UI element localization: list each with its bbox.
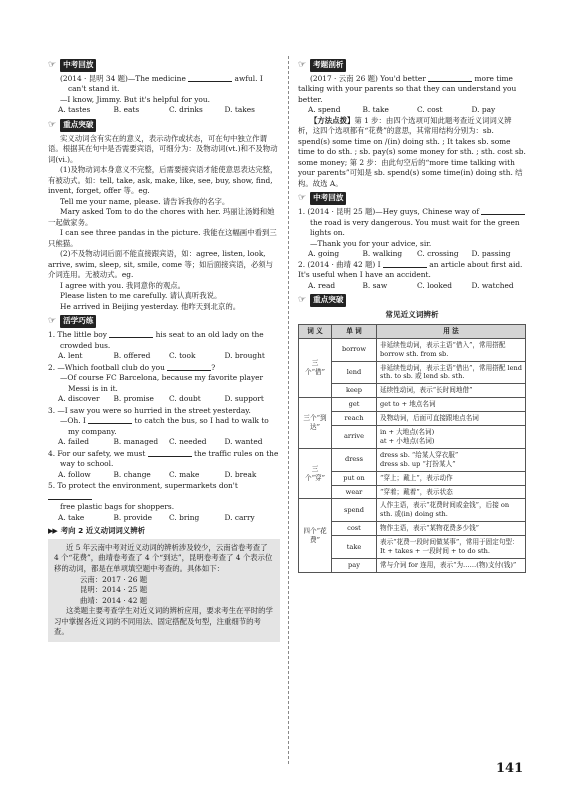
paragraph: 近 5 年云南中考对近义动词的辨析涉及较少，云南省卷考查了 4 个“花费”，曲靖卷考查了 4 个“到达”，昆明卷考查了 4 个表示位移的动词，都是在单项填空题中考查的。具体如下： [54,542,273,573]
table-row [299,412,526,426]
usage-cell: 延续性动词，表示“长时间地借” [377,384,526,398]
word-cell: borrow [332,338,377,361]
pointing-hand-icon: ☞ [48,119,57,130]
pointing-hand-icon: ☞ [48,59,57,70]
pointing-hand-icon: ☞ [298,295,307,306]
answer-blank [88,416,132,424]
option: D. takes [224,105,255,115]
exercise-question: 4. For our safety, we must the traffic rules on the [48,448,279,458]
answer-blank [383,260,427,268]
word-cell: get [332,398,377,412]
section-header [48,119,280,132]
double-triangle-icon: ▶▶ [48,526,57,535]
word-cell: keep [332,384,377,398]
table-header-row [299,324,526,338]
pointing-hand-icon: ☞ [48,316,57,327]
word-cell: reach [332,412,377,426]
usage-cell: dress sb. “给某人穿衣服” dress sb. up “打扮某人” [377,448,526,471]
option: B. walking [362,249,403,259]
option: D. watched [471,280,514,290]
table-row [299,361,526,384]
word-cell: spend [332,499,377,522]
question-reply: —I know, Jimmy. But it's helpful for you. [60,94,210,104]
option: D. pay [471,105,496,115]
option: A. read [308,280,336,290]
option: A. discover [58,394,100,404]
answer-blank [167,363,211,371]
table-row [299,338,526,361]
option: D. support [224,394,264,404]
exam-question-cont: —Thank you for your advice, sir. [310,238,432,248]
option: D. carry [224,512,255,522]
option: B. promise [113,394,154,404]
answer-options [48,394,280,405]
column-divider [288,56,289,764]
exam-reference: 云南：2017 · 26 题 [80,574,148,584]
section-tag: 重点突破 [60,119,96,132]
word-cell: take [332,536,377,559]
usage-cell: 表示“花费一段时间做某事”，常用于固定句型：It + takes + 一段时间 + to do sth. [377,536,526,559]
word-cell: cost [332,522,377,536]
page-number: 141 [496,761,524,776]
exam-question: 1. (2014 · 昆明 25 题)—Hey guys, Chinese way of [298,207,526,218]
section-tag: 活学巧练 [60,315,96,328]
option: B. change [113,469,151,479]
method-tip: 【方法点拨】第 1 步：由四个选项可知此题考查近义词词义辨析，这四个选项都有“花费”的意思，其常用结构分别为：sb. spend(s) some time on /(in) doing sth. ; It takes sb. some time to do sth. ; sb. pay(s) some money for sth. ; sth. cost sb. some money; 第 2 步：由此句空后的“more time talking with your parents”可知是 sb. spend(s) some time(in) doing sth. 结构。故选 A。 [298,115,526,188]
exam-reference: 曲靖：2014 · 42 题 [80,595,148,605]
question-text: (2014 · 昆明 34 题)—The medicine awful. I [60,73,263,83]
meaning-cell: 三个“借” [299,338,332,397]
option: A. follow [58,469,91,479]
pointing-hand-icon: ☞ [298,193,307,204]
example-sentence: Tell me your name, please. 请告诉我你的名字。 [60,196,230,206]
word-cell: dress [332,448,377,471]
question-text-cont: can't stand it. [68,84,120,94]
answer-blank [188,74,232,82]
table-row [299,522,526,536]
section-tag: 中考回放 [310,192,346,205]
word-cell: lend [332,361,377,384]
answer-options [48,105,280,116]
exercise-question: 1. The little boy his seat to an old lady on the [48,330,264,340]
exercise-question-cont: way to school. [60,459,114,469]
answer-blank [109,330,153,338]
word-cell: put on [332,471,377,485]
option: A. spend [308,105,341,115]
section-header [298,192,526,205]
example-sentence: He arrived in Beijing yesterday. 他昨天到北京的。 [60,301,241,311]
answer-options [48,513,280,524]
option: C. needed [169,437,207,447]
answer-blank [428,74,472,82]
exercise-question-cont: free plastic bags for shoppers. [60,502,175,512]
usage-cell: 及物动词，后面可直接跟地点名词 [377,412,526,426]
meaning-cell: 四个“花费” [299,499,332,572]
answer-options [48,470,280,481]
exam-reference: 昆明：2014 · 25 题 [80,585,148,595]
table-row [299,448,526,471]
table-row [299,471,526,485]
meaning-cell: 三个“穿” [299,448,332,499]
topic-summary-box [48,539,280,642]
usage-cell: “穿着；戴着”，表示状态 [377,485,526,499]
usage-cell: in + 大地点(名词) at + 小地点(名词) [377,426,526,449]
option: C. doubt [169,394,201,404]
section-header [298,294,526,307]
meaning-cell: 三个“到达” [299,398,332,449]
column-header: 单 词 [332,324,377,338]
answer-options [298,249,526,260]
option: C. drinks [169,105,203,115]
paragraph: 这类题主要考查学生对近义词的辨析应用，要求考生在平时的学习中掌握各近义词的不同用法、固定搭配及句型，注重细节的考查。 [54,606,273,637]
example-sentence: I can see three pandas in the picture. 我能在这幅画中看到三只熊猫。 [48,228,277,248]
option: B. provide [113,512,152,522]
answer-blank [481,207,525,215]
pointing-hand-icon: ☞ [298,59,307,70]
option: A. lent [58,351,83,361]
option: B. saw [362,280,388,290]
answer-options [48,351,280,362]
section-header [298,59,526,72]
usage-cell: 人作主语，表示“花费时间或金钱”，后接 on sth. 或(in) doing sth. [377,499,526,522]
option: A. take [58,512,85,522]
option: D. brought [224,351,265,361]
option: B. take [362,105,389,115]
option: B. managed [113,437,159,447]
table-row [299,485,526,499]
paragraph: (1)及物动词本身意义不完整，后需要接宾语才能使意思表达完整，有被动式。如：tell, take, ask, make, like, see, buy, show, find, invent, forget, offer 等。eg. [48,165,278,196]
paragraph: 实义动词含有实在的意义，表示动作或状态，可在句中独立作谓语。根据其在句中是否需要宾语，可细分为：及物动词(vt.)和不及物动词(vi.)。 [48,133,278,164]
exercise-question: 5. To protect the environment, supermarkets don't [48,481,280,502]
section-header [48,59,280,72]
option: C. looked [417,280,452,290]
column-header: 用 法 [377,324,526,338]
option: C. cost [417,105,443,115]
section-tag: 中考回放 [60,59,96,72]
exam-question: 2. (2014 · 曲靖 42 题) I an article about first aid. It's useful when I have an accident. [298,259,523,280]
exercise-question-cont: my company. [68,426,117,436]
option: A. going [308,249,340,259]
answer-options [298,281,526,292]
usage-cell: “穿上；戴上”，表示动作 [377,471,526,485]
word-cell: pay [332,558,377,572]
right-column [298,56,526,573]
table-title: 常见近义词辨析 [385,310,439,320]
answer-options [48,437,280,448]
synonym-table [298,324,526,573]
option: D. wanted [224,437,263,447]
option: B. eats [113,105,140,115]
word-cell: wear [332,485,377,499]
example-sentence: Please listen to me carefully. 请认真听我说。 [60,291,222,301]
column-header: 词 义 [299,324,332,338]
option: C. took [169,351,196,361]
answer-blank [48,492,92,500]
exam-question-cont: the road is very dangerous. You must wait for the green lights on. [310,217,520,238]
exercise-question-cont: —Of course FC Barcelona, because my favorite player [60,373,264,383]
section-tag: 考题剖析 [310,59,346,72]
answer-options [298,105,526,116]
example-sentence: Mary asked Tom to do the chores with her. 玛丽让汤姆和她一起做家务。 [48,207,275,227]
section-header [48,315,280,328]
paragraph: (2)不及物动词后面不能直接跟宾语，如：agree, listen, look, arrive, swim, sleep, sit, smile, come 等；如后面接宾语，必须与介词连用。无被动式。eg. [48,249,274,280]
topic-heading: ▶▶ 考向 2 近义动词词义辨析 [48,526,145,536]
usage-cell: 物作主语，表示“某物花费多少钱” [377,522,526,536]
option: C. bring [169,512,200,522]
answer-blank [148,449,192,457]
table-row [299,558,526,572]
left-column [48,56,280,642]
option: B. offered [113,351,151,361]
option: D. passing [471,249,511,259]
option: C. crossing [417,249,459,259]
usage-cell: get to + 地点名词 [377,398,526,412]
question-text: (2017 · 云南 26 题) You'd better more time talking with your parents so that they can understand you better. [298,73,517,104]
usage-cell: 常与介词 for 连用，表示“为……(物)支付(钱)” [377,558,526,572]
table-row [299,426,526,449]
table-row [299,384,526,398]
option: A. failed [58,437,90,447]
table-row [299,499,526,522]
exercise-question: 2. —Which football club do you ? [48,362,216,372]
exercise-question: 3. —I saw you were so hurried in the street yesterday. [48,405,251,415]
option: C. make [169,469,200,479]
table-row [299,536,526,559]
example-sentence: I agree with you. 我同意你的观点。 [60,280,186,290]
exercise-question-cont: crowded bus. [60,340,111,350]
option: D. break [224,469,257,479]
option: A. tastes [58,105,91,115]
exercise-question-cont: —Oh. I to catch the bus, so I had to walk to [60,416,269,426]
table-row [299,398,526,412]
exercise-question-cont: Messi is in it. [68,383,118,393]
word-cell: arrive [332,426,377,449]
usage-cell: 非延续性动词，表示主语“借出”，常用搭配 lend sth. to sb. 或 lend sb. sth. [377,361,526,384]
section-tag: 重点突破 [310,294,346,307]
usage-cell: 非延续性动词，表示主语“借入”，常用搭配 borrow sth. from sb. [377,338,526,361]
